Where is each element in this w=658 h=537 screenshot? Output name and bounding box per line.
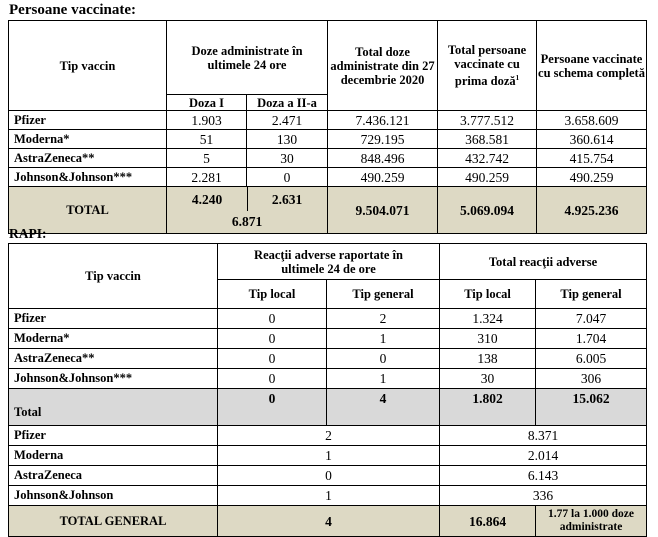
header-complete-schema: Persoane vaccinate cu schema completă (537, 21, 647, 111)
header-tip-vaccin: Tip vaccin (9, 21, 167, 111)
table-row: Moderna* 0 1 310 1.704 (9, 329, 647, 349)
table-row: Pfizer 1.903 2.471 7.436.121 3.777.512 3.658.609 (9, 111, 647, 130)
table-row: Moderna* 51 130 729.195 368.581 360.614 (9, 130, 647, 149)
header-total-doses: Total doze administrate din 27 decembrie 2020 (328, 21, 438, 111)
total-row: TOTAL 4.240 2.631 6.871 9.504.071 5.069.094 4.925.236 (9, 187, 647, 234)
summary-row: Moderna 1 2.014 (9, 446, 647, 466)
summary-row: Pfizer 2 8.371 (9, 426, 647, 446)
header-local-total: Tip local (440, 280, 536, 309)
header-total-reactions: Total reacţii adverse (440, 244, 647, 280)
rate-per-1000: 1.77 la 1.000 doze administrate (536, 506, 647, 537)
adverse-reactions-table (8, 243, 647, 537)
total-general-row: TOTAL GENERAL 4 16.864 1.77 la 1.000 doze administrate (9, 506, 647, 537)
table-row: Johnson&Johnson*** 2.281 0 490.259 490.259 490.259 (9, 168, 647, 187)
table-row: AstraZeneca** 0 0 138 6.005 (9, 349, 647, 369)
total-label: TOTAL (9, 187, 167, 234)
vaccinated-section-title: Persoane vaccinate: (9, 2, 137, 18)
header-dose-1: Doza I (167, 95, 247, 111)
table-row: AstraZeneca** 5 30 848.496 432.742 415.754 (9, 149, 647, 168)
header-local-24h: Tip local (218, 280, 327, 309)
header-reactions-24h: Reacţii adverse raportate în ultimele 24 de ore (218, 244, 440, 280)
header-tip-vaccin: Tip vaccin (9, 244, 218, 309)
header-first-dose: Total persoane vaccinate cu prima doză$^1$ (438, 21, 537, 111)
header-doses-24h: Doze administrate în ultimele 24 ore (167, 21, 328, 95)
rapi-section-title: RAPI: (9, 226, 47, 241)
header-general-24h: Tip general (327, 280, 440, 309)
header-general-total: Tip general (536, 280, 647, 309)
total-doses-24h: 4.240 2.631 6.871 (167, 187, 328, 234)
total-row: Total 0 4 1.802 15.062 (9, 389, 647, 426)
table-row: Johnson&Johnson*** 0 1 30 306 (9, 369, 647, 389)
vaccinated-persons-table (8, 20, 647, 234)
summary-row: Johnson&Johnson 1 336 (9, 486, 647, 506)
header-dose-2: Doza a II-a (247, 95, 328, 111)
summary-row: AstraZeneca 0 6.143 (9, 466, 647, 486)
table-row: Pfizer 0 2 1.324 7.047 (9, 309, 647, 329)
